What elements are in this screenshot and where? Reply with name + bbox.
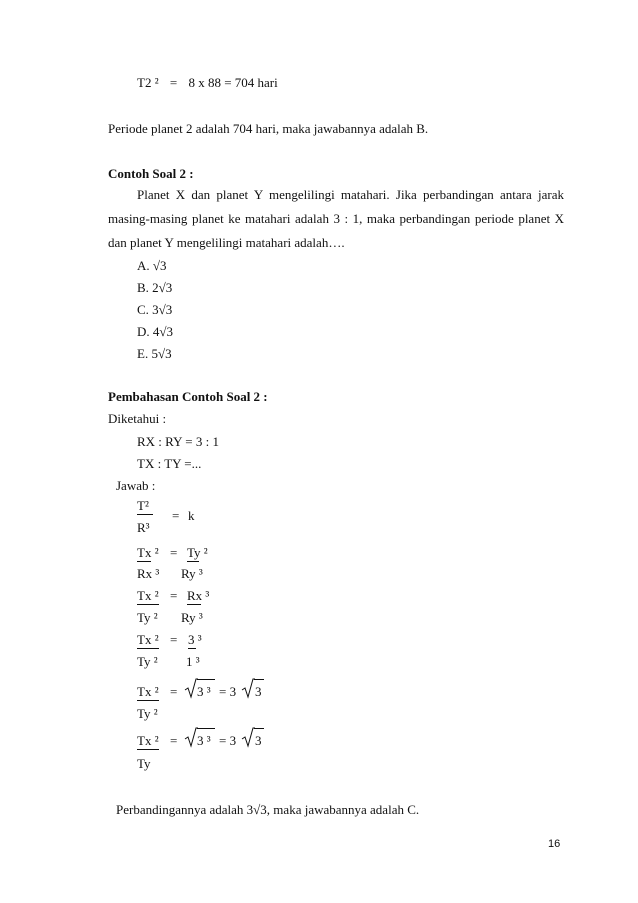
discussion-title: Pembahasan Contoh Soal 2 : [108,389,268,404]
eq4-rhs-bar [188,648,196,649]
eq2-lhs-bar [137,561,151,562]
option-c: C. 3√3 [137,302,173,317]
known-radius-ratio: RX : RY = 3 : 1 [137,434,219,449]
sqrt-icon [184,726,198,748]
eq6-result-radical-bar [254,728,264,729]
eq4-rhs-denominator: 1 ³ [186,654,200,669]
eq2-lhs-numerator: Tx ² [137,545,159,560]
eq6-result: = 3 [219,733,237,748]
eq4-equals: = [170,632,178,647]
sqrt-icon [184,677,198,699]
eq1-equals: = [172,508,180,523]
eq4-rhs-numerator: 3 ³ [188,632,202,647]
eq5-lhs-denominator: Ty ² [137,706,158,721]
eq5-root-content: 3 ³ [197,684,211,699]
option-a: A. √3 [137,258,167,273]
eq6-lhs-bar [137,749,159,750]
eq6-root-content: 3 ³ [197,733,211,748]
eq5-result: = 3 [219,684,237,699]
question-line-3: dan planet Y mengelilingi matahari adalah…. [108,235,345,250]
equals-sign: = [169,75,178,90]
eq2-rhs-denominator: Ry ³ [181,566,203,581]
known-period-ratio: TX : TY =... [137,456,202,471]
option-d: D. 4√3 [137,324,174,339]
eq5-equals: = [170,684,178,699]
eq1-denominator: R³ [137,520,150,535]
question-line-2: masing-masing planet ke matahari adalah 3 : 1, maka perbandingan periode planet X [108,211,564,226]
eq3-equals: = [170,588,178,603]
eq3-lhs-denominator: Ty ² [137,610,158,625]
example-title: Contoh Soal 2 : [108,166,194,181]
eq6-equals: = [170,733,178,748]
known-label: Diketahui : [108,411,167,426]
eq4-lhs-numerator: Tx ² [137,632,159,647]
eq4-lhs-bar [137,648,159,649]
period-sentence: Periode planet 2 adalah 704 hari, maka jawabannya adalah B. [108,121,429,136]
eq5-result-radical-bar [254,679,264,680]
eq3-rhs-numerator: Rx ³ [187,588,210,603]
top-equation [137,75,278,91]
page-number: 16 [548,838,561,850]
eq3-lhs-numerator: Tx ² [137,588,159,603]
top-equation-expression: 8 x 88 = 704 hari [188,75,278,90]
eq1-fraction-bar [137,514,153,515]
conclusion: Perbandingannya adalah 3√3, maka jawabannya adalah C. [116,802,420,817]
eq5-lhs-bar [137,700,159,701]
eq4-lhs-denominator: Ty ² [137,654,158,669]
eq2-equals: = [170,545,178,560]
eq1-numerator: T² [137,498,149,513]
eq5-lhs-numerator: Tx ² [137,684,159,699]
option-e: E. 5√3 [137,346,172,361]
eq2-rhs-bar [187,561,199,562]
eq5-radical-bar [197,679,215,680]
eq6-result-root: 3 [255,733,262,748]
question-line-1: Planet X dan planet Y mengelilingi matahari. Jika perbandingan antara jarak [137,187,564,202]
eq3-rhs-bar [187,604,201,605]
eq6-lhs-numerator: Tx ² [137,733,159,748]
answer-label: Jawab : [116,478,156,493]
eq3-rhs-denominator: Ry ³ [181,610,203,625]
top-equation-label: T2 ² [137,75,159,90]
eq6-lhs-denominator: Ty [137,756,151,771]
eq5-result-root: 3 [255,684,262,699]
eq6-radical-bar [197,728,215,729]
eq2-rhs-numerator: Ty ² [187,545,208,560]
sqrt-icon [241,726,255,748]
sqrt-icon [241,677,255,699]
eq2-lhs-denominator: Rx ³ [137,566,160,581]
eq1-rhs: k [188,508,195,523]
eq3-lhs-bar [137,604,159,605]
option-b: B. 2√3 [137,280,173,295]
